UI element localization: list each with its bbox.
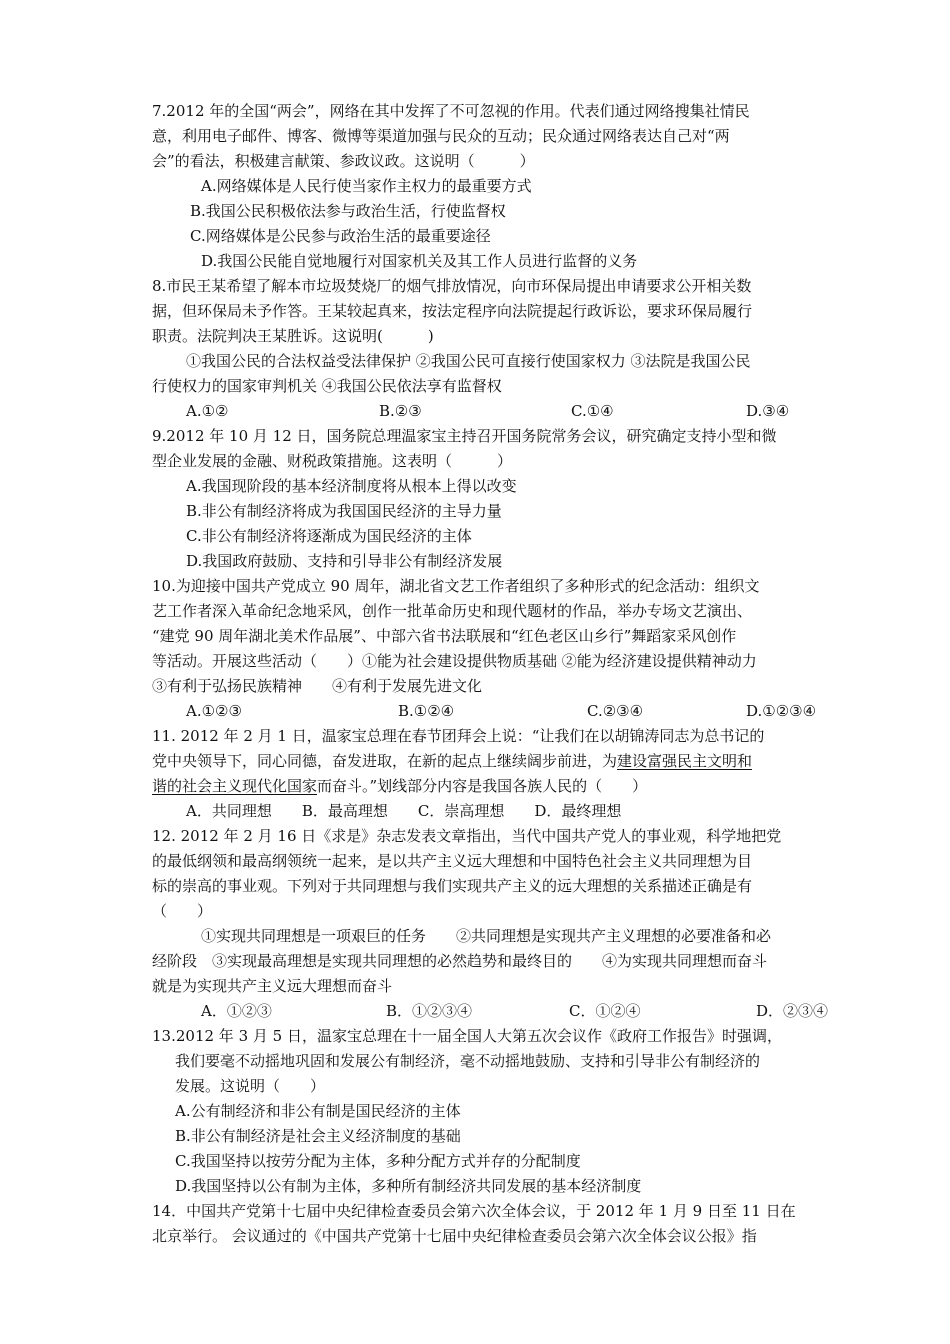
q12-option-a: A．①②③ bbox=[201, 1002, 272, 1020]
q12-option-b: B．①②③④ bbox=[386, 1002, 473, 1020]
q8-stem-line: 职责。法院判决王某胜诉。这说明( ) bbox=[152, 327, 434, 345]
q10-option-a: A.①②③ bbox=[186, 702, 242, 720]
q12-stem-line: 的最低纲领和最高纲领统一起来，是以共产主义远大理想和中国特色社会主义共同理想为目 bbox=[152, 852, 753, 870]
q13-option-c: C.我国坚持以按劳分配为主体，多种分配方式并存的分配制度 bbox=[175, 1152, 581, 1170]
q14-stem-line: 14．中国共产党第十七届中央纪律检查委员会第六次全体会议，于 2012 年 1 月 9 日至 11 日在 bbox=[152, 1202, 796, 1220]
q13-option-d: D.我国坚持以公有制为主体，多种所有制经济共同发展的基本经济制度 bbox=[175, 1177, 642, 1195]
q9-stem-line: 型企业发展的金融、财税政策措施。这表明（ ） bbox=[152, 452, 513, 470]
q12-statements-line: 经阶段 ③实现最高理想是实现共同理想的必然趋势和最终目的 ④为实现共同理想而奋斗 bbox=[152, 952, 768, 970]
q7-option-a: A.网络媒体是人民行使当家作主权力的最重要方式 bbox=[201, 177, 532, 195]
q10-stem-line: 艺工作者深入革命纪念地采风，创作一批革命历史和现代题材的作品，举办专场文艺演出、 bbox=[152, 602, 753, 620]
q8-option-c: C.①④ bbox=[571, 402, 614, 420]
q8-stem-line: 8.市民王某希望了解本市垃圾焚烧厂的烟气排放情况，向市环保局提出申请要求公开相关数 bbox=[152, 277, 752, 295]
q8-statements-line: 行使权力的国家审判机关 ④我国公民依法享有监督权 bbox=[152, 377, 502, 395]
q8-option-d: D.③④ bbox=[746, 402, 790, 420]
q12-option-c: C．①②④ bbox=[569, 1002, 641, 1020]
q11-underlined-phrase: 谐的社会主义现代化国家 bbox=[152, 777, 318, 795]
q8-option-a: A.①② bbox=[186, 402, 229, 420]
q12-stem-line: 12. 2012 年 2 月 16 日《求是》杂志发表文章指出，当代中国共产党人的事业观，科学地把党 bbox=[152, 827, 782, 845]
q9-option-b: B.非公有制经济将成为我国国民经济的主导力量 bbox=[186, 502, 502, 520]
q10-stem-line: ③有利于弘扬民族精神 ④有利于发展先进文化 bbox=[152, 677, 483, 695]
q12-option-d: D．②③④ bbox=[756, 1002, 829, 1020]
q13-option-b: B.非公有制经济是社会主义经济制度的基础 bbox=[175, 1127, 461, 1145]
q11-options: A．共同理想 B．最高理想 C．崇高理想 D．最终理想 bbox=[186, 802, 622, 820]
q7-stem-line: 会”的看法，积极建言献策、参政议政。这说明（ ） bbox=[152, 152, 535, 170]
q12-stem-line: （ ） bbox=[152, 902, 213, 920]
q11-stem-line bbox=[152, 776, 647, 796]
q11-stem-line: 11. 2012 年 2 月 1 日，温家宝总理在春节团拜会上说：“让我们在以胡锦涛同志为总书记的 bbox=[152, 727, 765, 745]
q9-option-a: A.我国现阶段的基本经济制度将从根本上得以改变 bbox=[186, 477, 517, 495]
q9-option-d: D.我国政府鼓励、支持和引导非公有制经济发展 bbox=[186, 552, 503, 570]
q12-stem-line: 标的崇高的事业观。下列对于共同理想与我们实现共产主义的远大理想的关系描述正确是有 bbox=[152, 877, 753, 895]
q8-options bbox=[0, 401, 950, 421]
q10-stem-line: “建党 90 周年湖北美术作品展”、中部六省书法联展和“红色老区山乡行”舞蹈家采风创作 bbox=[152, 627, 737, 645]
q10-option-d: D.①②③④ bbox=[746, 702, 817, 720]
q10-options bbox=[0, 701, 950, 721]
q9-option-c: C.非公有制经济将逐渐成为国民经济的主体 bbox=[186, 527, 472, 545]
q10-option-b: B.①②④ bbox=[398, 702, 455, 720]
q13-stem-line: 13.2012 年 3 月 5 日，温家宝总理在十一届全国人大第五次会议作《政府工作报告》时强调， bbox=[152, 1027, 782, 1045]
q8-option-b: B.②③ bbox=[379, 402, 422, 420]
q11-stem-text: 而奋斗。”划线部分内容是我国各族人民的（ ） bbox=[317, 777, 648, 795]
q7-stem-line: 7.2012 年的全国“两会”，网络在其中发挥了不可忽视的作用。代表们通过网络搜集社情民 bbox=[152, 102, 750, 120]
q10-stem-line: 10.为迎接中国共产党成立 90 周年，湖北省文艺工作者组织了多种形式的纪念活动：组织文 bbox=[152, 577, 760, 595]
q13-stem-line: 我们要毫不动摇地巩固和发展公有制经济，毫不动摇地鼓励、支持和引导非公有制经济的 bbox=[175, 1052, 761, 1070]
q14-stem-line: 北京举行。 会议通过的《中国共产党第十七届中央纪律检查委员会第六次全体会议公报》指 bbox=[152, 1227, 757, 1245]
q10-stem-line: 等活动。开展这些活动（ ）①能为社会建设提供物质基础 ②能为经济建设提供精神动力 bbox=[152, 652, 757, 670]
q12-statements-line: 就是为实现共产主义远大理想而奋斗 bbox=[152, 977, 393, 995]
q10-option-c: C.②③④ bbox=[587, 702, 644, 720]
q7-option-d: D.我国公民能自觉地履行对国家机关及其工作人员进行监督的义务 bbox=[201, 252, 638, 270]
q12-options bbox=[0, 1001, 950, 1021]
q8-statements-line: ①我国公民的合法权益受法律保护 ②我国公民可直接行使国家权力 ③法院是我国公民 bbox=[186, 352, 751, 370]
q7-stem-line: 意，利用电子邮件、博客、微博等渠道加强与民众的互动；民众通过网络表达自己对“两 bbox=[152, 127, 730, 145]
q11-underlined-phrase: 建设富强民主文明和 bbox=[617, 752, 753, 770]
q11-stem-text: 党中央领导下，同心同德，奋发进取，在新的起点上继续阔步前进，为 bbox=[152, 752, 618, 770]
q11-stem-line bbox=[152, 751, 752, 771]
q12-statements-line: ①实现共同理想是一项艰巨的任务 ②共同理想是实现共产主义理想的必要准备和必 bbox=[201, 927, 772, 945]
q13-stem-line: 发展。这说明（ ） bbox=[175, 1077, 326, 1095]
q7-option-b: B.我国公民积极依法参与政治生活，行使监督权 bbox=[190, 202, 506, 220]
q7-option-c: C.网络媒体是公民参与政治生活的最重要途径 bbox=[190, 227, 491, 245]
q8-stem-line: 据，但环保局未予作答。王某较起真来，按法定程序向法院提起行政诉讼，要求环保局履行 bbox=[152, 302, 753, 320]
q13-option-a: A.公有制经济和非公有制是国民经济的主体 bbox=[175, 1102, 461, 1120]
q9-stem-line: 9.2012 年 10 月 12 日，国务院总理温家宝主持召开国务院常务会议，研究确定支持小型和微 bbox=[152, 427, 777, 445]
